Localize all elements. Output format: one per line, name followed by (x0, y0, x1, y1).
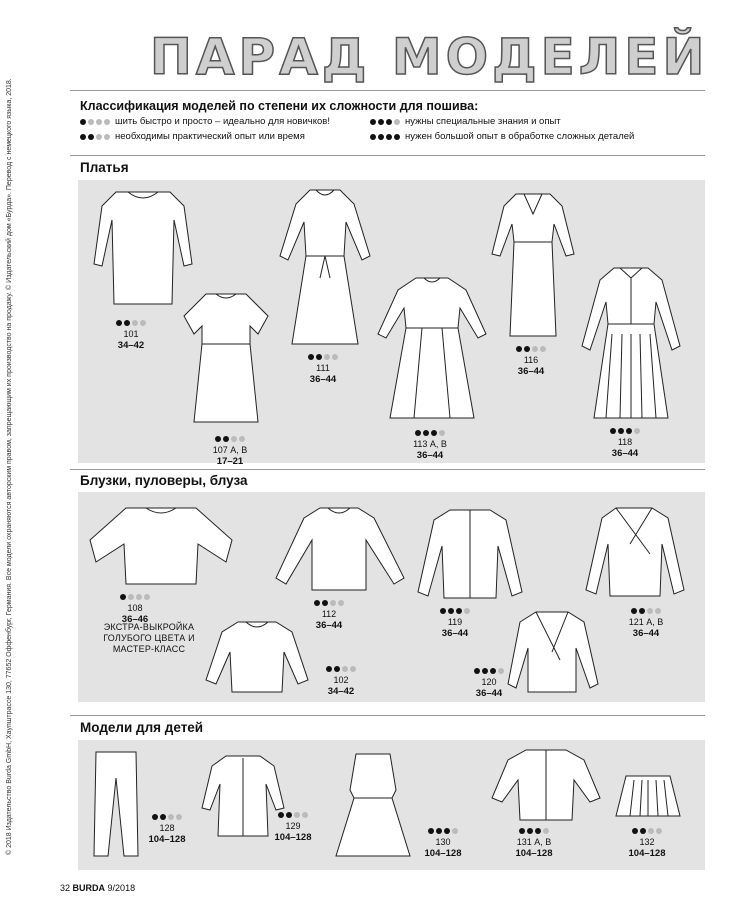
difficulty-dots (370, 134, 400, 140)
model-code: 132 (639, 837, 655, 847)
model-code: 131 А, В (516, 837, 552, 847)
difficulty-dots (278, 812, 308, 818)
model-label-132 (622, 826, 672, 859)
model-label-116 (506, 344, 556, 377)
model-label-130 (418, 826, 468, 859)
model-sizes: 104–128 (148, 834, 186, 845)
model-sizes: 36–46 (121, 614, 149, 625)
legend-level-4 (370, 131, 634, 142)
extra-note-line: ГОЛУБОГО ЦВЕТА И (103, 633, 195, 643)
section-title-kids: Модели для детей (80, 720, 204, 735)
model-label-120 (464, 666, 514, 699)
model-sizes: 17–21 (216, 456, 244, 467)
kids-130-drawing (330, 750, 416, 862)
model-label-113 (400, 428, 460, 461)
blouse-112-drawing (270, 504, 410, 596)
blouse-108-drawing (86, 500, 236, 590)
difficulty-dots (120, 594, 150, 600)
model-label-128 (142, 812, 192, 845)
model-code: 128 (159, 823, 175, 833)
difficulty-dots (415, 430, 445, 436)
kids-128-drawing (86, 748, 146, 863)
model-sizes: 36–44 (475, 688, 503, 699)
classification-heading: Классификация моделей по степени их сложности для пошива: (80, 99, 479, 113)
blouse-119-drawing (414, 506, 526, 606)
dress-111-drawing (270, 186, 380, 351)
section-title-blouses: Блузки, пуловеры, блуза (80, 473, 248, 488)
difficulty-dots (474, 668, 504, 674)
model-sizes: 104–128 (274, 832, 312, 843)
difficulty-dots (516, 346, 546, 352)
difficulty-dots (440, 608, 470, 614)
blouse-102-drawing (200, 618, 314, 698)
model-sizes: 104–128 (628, 848, 666, 859)
section-rule (70, 155, 705, 156)
kids-131-drawing (488, 746, 604, 826)
extra-note-line: ЭКСТРА-ВЫКРОЙКА (103, 622, 195, 632)
legend-text: нужны специальные знания и опыт (405, 116, 561, 127)
dress-118-drawing (576, 264, 686, 424)
model-label-101 (106, 318, 156, 351)
model-sizes: 36–44 (441, 628, 469, 639)
side-copyright (6, 78, 20, 860)
model-label-118 (600, 426, 650, 459)
model-code: 112 (321, 609, 337, 619)
dress-113-drawing (372, 274, 492, 424)
legend-level-1 (80, 116, 330, 127)
difficulty-dots (610, 428, 640, 434)
model-sizes: 36–44 (517, 366, 545, 377)
blouse-120-drawing (504, 608, 604, 700)
model-code: 111 (316, 363, 330, 373)
difficulty-dots (326, 666, 356, 672)
model-code: 107 А, В (212, 445, 248, 455)
model-label-102 (316, 664, 366, 697)
model-label-129 (268, 810, 318, 843)
difficulty-dots (308, 354, 338, 360)
model-sizes: 36–44 (309, 374, 337, 385)
model-code: 108 (127, 603, 143, 613)
difficulty-dots (314, 600, 344, 606)
model-sizes: 36–44 (611, 448, 639, 459)
model-sizes: 34–42 (117, 340, 145, 351)
difficulty-dots (116, 320, 146, 326)
model-sizes: 36–44 (315, 620, 343, 631)
issue-number: 9/2018 (107, 883, 136, 893)
difficulty-dots (215, 436, 245, 442)
blouse-121-drawing (580, 504, 690, 604)
legend-text: необходимы практический опыт или время (115, 131, 305, 142)
difficulty-dots (152, 814, 182, 820)
model-code: 118 (617, 437, 633, 447)
model-code: 101 (123, 329, 139, 339)
legend-text: шить быстро и просто – идеально для новичков! (115, 116, 330, 127)
extra-note-line: МАСТЕР-КЛАСС (112, 644, 186, 654)
model-label-121 (616, 606, 676, 639)
model-label-119 (430, 606, 480, 639)
title-rule (70, 90, 705, 91)
legend-text: нужен большой опыт в обработке сложных деталей (405, 131, 635, 142)
section-rule (70, 469, 705, 470)
model-sizes: 104–128 (515, 848, 553, 859)
dress-107-drawing (176, 290, 276, 430)
model-code: 121 А, В (628, 617, 664, 627)
model-code: 116 (523, 355, 539, 365)
page-footer (60, 883, 135, 893)
difficulty-dots (428, 828, 458, 834)
difficulty-dots (632, 828, 662, 834)
model-code: 129 (285, 821, 301, 831)
dress-116-drawing (488, 190, 578, 342)
section-title-dresses: Платья (80, 160, 129, 175)
model-code: 119 (447, 617, 463, 627)
page-title: ПАРАД МОДЕЛЕЙ (150, 28, 709, 86)
model-label-131 (504, 826, 564, 859)
side-copyright-text: © 2018 Издательство Burda GmbH, Хаупштрассе 130, 77652 Оффенбург, Германия. Все модели охраняются авторским правом, запрещающим их производство на продажу. © Издательский дом «Бурда». Перевод с немецкого языка, 2018. (6, 78, 13, 855)
model-sizes: 36–44 (416, 450, 444, 461)
model-code: 120 (481, 677, 497, 687)
legend-level-3 (370, 116, 561, 127)
model-label-108 (110, 592, 160, 625)
difficulty-dots (370, 119, 400, 125)
difficulty-dots (80, 119, 110, 125)
model-sizes: 34–42 (327, 686, 355, 697)
model-code: 130 (435, 837, 451, 847)
extra-pattern-note (94, 622, 204, 655)
model-label-111 (298, 352, 348, 385)
page-number: 32 (60, 883, 71, 893)
magazine-name: BURDA (72, 883, 106, 893)
legend-level-2 (80, 131, 305, 142)
model-sizes: 36–44 (632, 628, 660, 639)
difficulty-dots (631, 608, 661, 614)
model-sizes: 104–128 (424, 848, 462, 859)
section-rule (70, 715, 705, 716)
model-code: 102 (333, 675, 349, 685)
difficulty-dots (519, 828, 549, 834)
model-code: 113 А, В (413, 439, 447, 449)
kids-132-drawing (612, 772, 684, 822)
difficulty-dots (80, 134, 110, 140)
model-label-107 (200, 434, 260, 467)
